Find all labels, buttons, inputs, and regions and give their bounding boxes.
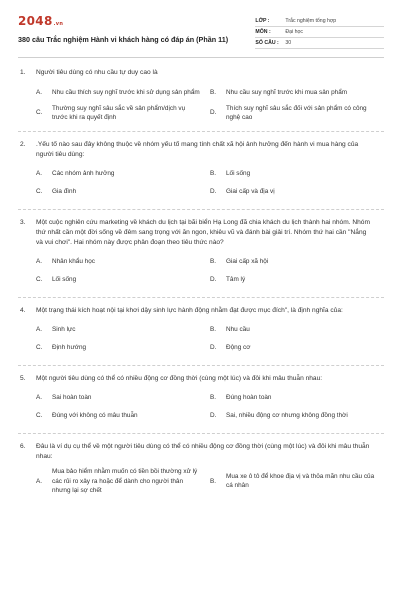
meta-row-count bbox=[255, 38, 384, 49]
option-text: Các nhóm ảnh hưởng bbox=[52, 170, 115, 178]
option-c[interactable] bbox=[36, 103, 210, 123]
question-6 bbox=[18, 442, 384, 504]
meta-row-subject bbox=[255, 27, 384, 38]
question-number: 4. bbox=[20, 307, 26, 314]
option-text: Định hướng bbox=[52, 344, 87, 352]
option-a[interactable] bbox=[36, 165, 210, 183]
question-number: 3. bbox=[20, 219, 26, 226]
option-letter: A. bbox=[36, 326, 43, 334]
option-text: Đúng hoàn toàn bbox=[226, 394, 272, 402]
document-header bbox=[18, 14, 384, 49]
option-text: Động cơ bbox=[226, 344, 251, 352]
option-letter: A. bbox=[36, 89, 43, 97]
option-letter: A. bbox=[36, 258, 43, 266]
option-b[interactable] bbox=[210, 253, 384, 271]
meta-label: SỐ CÂU : bbox=[255, 40, 279, 46]
option-text: Nhu cầu suy nghĩ trước khi mua sản phẩm bbox=[226, 89, 348, 97]
option-d[interactable] bbox=[210, 103, 384, 123]
option-text: Sai, nhiều động cơ nhưng không đồng thời bbox=[226, 412, 348, 420]
option-letter: C. bbox=[36, 109, 43, 117]
option-a[interactable] bbox=[36, 389, 210, 407]
option-b[interactable] bbox=[210, 467, 384, 496]
question-number: 2. bbox=[20, 141, 26, 148]
question-2 bbox=[18, 140, 384, 210]
option-letter: C. bbox=[36, 188, 43, 196]
option-b[interactable] bbox=[210, 389, 384, 407]
option-a[interactable] bbox=[36, 253, 210, 271]
option-b[interactable] bbox=[210, 321, 384, 339]
question-1 bbox=[18, 68, 384, 132]
question-list bbox=[18, 68, 384, 504]
option-text: Thường suy nghĩ sâu sắc về sản phẩm/dịch vụ trước khi ra quyết định bbox=[52, 104, 186, 121]
option-list bbox=[36, 83, 384, 123]
question-text: Một cuộc nghiên cứu marketing về khách du lịch tại bãi biển Hạ Long đã chia khách du lịch thành hai nhóm. Nhóm thứ nhất cần một đời sống về đêm sang trọng với ăn ngon, khiêu vũ và đánh bài giải trí. Nhóm thứ hai cần "Nắng và vui chơi". Hai nhóm này được phân đoạn theo tiêu thức nào? bbox=[36, 219, 370, 246]
question-text: Đâu là ví dụ cụ thể về một người tiêu dùng có thể có nhiều động cơ đồng thời (cùng một lúc) và đôi khi mâu thuẫn nhau: bbox=[36, 443, 370, 460]
question-number: 1. bbox=[20, 69, 26, 76]
option-text: Gia đình bbox=[52, 188, 77, 196]
question-4 bbox=[18, 306, 384, 366]
option-b[interactable] bbox=[210, 165, 384, 183]
meta-value: Trắc nghiệm tổng hợp bbox=[285, 18, 337, 24]
option-list bbox=[36, 253, 384, 289]
option-a[interactable] bbox=[36, 83, 210, 103]
option-letter: B. bbox=[210, 326, 217, 334]
question-text: Một trạng thái kích hoạt nội tại khơi dậy sinh lực hành động nhằm đạt được mục đích", là định nghĩa của: bbox=[36, 307, 343, 314]
option-list bbox=[36, 165, 384, 201]
option-letter: D. bbox=[210, 109, 217, 117]
brand-column bbox=[18, 14, 255, 45]
document-title: 380 câu Trắc nghiệm Hành vi khách hàng có đáp án (Phần 11) bbox=[18, 35, 229, 44]
header-divider bbox=[18, 57, 384, 58]
option-letter: C. bbox=[36, 412, 43, 420]
option-d[interactable] bbox=[210, 183, 384, 201]
option-c[interactable] bbox=[36, 183, 210, 201]
question-number: 5. bbox=[20, 375, 26, 382]
option-text: Nhân khẩu học bbox=[52, 258, 95, 266]
question-text: .Yếu tố nào sau đây không thuộc về nhóm yếu tố mang tính chất xã hội ảnh hưởng đến hành vi mua hàng của người tiêu dùng: bbox=[36, 141, 359, 158]
option-letter: A. bbox=[36, 394, 43, 402]
question-number: 6. bbox=[20, 443, 26, 450]
question-5 bbox=[18, 374, 384, 434]
option-letter: B. bbox=[210, 170, 217, 178]
logo-tld: .vn bbox=[53, 21, 64, 27]
option-d[interactable] bbox=[210, 339, 384, 357]
question-text: Một người tiêu dùng có thể có nhiều động cơ đồng thời (cùng một lúc) và đôi khi mâu thuẫn nhau: bbox=[36, 375, 323, 382]
option-d[interactable] bbox=[210, 407, 384, 425]
option-text: Sinh lực bbox=[52, 326, 76, 334]
meta-label: LỚP : bbox=[255, 18, 270, 24]
meta-value: Đại học bbox=[285, 29, 303, 35]
option-letter: B. bbox=[210, 477, 217, 485]
option-letter: A. bbox=[36, 170, 43, 178]
option-text: Giai cấp xã hội bbox=[226, 258, 269, 266]
option-text: Sai hoàn toàn bbox=[52, 394, 92, 402]
option-text: Lối sống bbox=[226, 170, 251, 178]
option-letter: D. bbox=[210, 188, 217, 196]
option-text: Giai cấp và địa vị bbox=[226, 188, 275, 196]
option-a[interactable] bbox=[36, 467, 210, 496]
site-logo[interactable] bbox=[18, 14, 255, 31]
option-b[interactable] bbox=[210, 83, 384, 103]
option-text: Tâm lý bbox=[226, 276, 246, 284]
document-meta bbox=[255, 16, 384, 49]
logo-name: 2048 bbox=[18, 14, 53, 28]
option-list bbox=[36, 389, 384, 425]
option-c[interactable] bbox=[36, 407, 210, 425]
option-list bbox=[36, 321, 384, 357]
option-list bbox=[36, 467, 384, 496]
option-text: Nhu cầu thích suy nghĩ trước khi sử dụng sản phẩm bbox=[52, 89, 200, 97]
meta-value: 30 bbox=[285, 40, 292, 46]
option-text: Đúng với không có mâu thuẫn bbox=[52, 412, 138, 420]
option-text: Lối sống bbox=[52, 276, 77, 284]
option-letter: D. bbox=[210, 276, 217, 284]
question-3 bbox=[18, 218, 384, 298]
option-d[interactable] bbox=[210, 271, 384, 289]
option-c[interactable] bbox=[36, 271, 210, 289]
option-letter: C. bbox=[36, 344, 43, 352]
meta-row-class bbox=[255, 16, 384, 27]
option-letter: D. bbox=[210, 412, 217, 420]
option-letter: B. bbox=[210, 89, 217, 97]
option-letter: B. bbox=[210, 394, 217, 402]
option-text: Thích suy nghĩ sâu sắc đối với sản phẩm có công nghệ cao bbox=[226, 104, 367, 121]
option-letter: D. bbox=[210, 344, 217, 352]
option-letter: B. bbox=[210, 258, 217, 266]
option-text: Nhu cầu bbox=[226, 326, 250, 334]
option-letter: A. bbox=[36, 477, 43, 485]
option-text: Mua bảo hiểm nhằm muốn có tiền bồi thường xử lý các rủi ro xảy ra hoặc để dành cho người thân nhưng lại sợ chết bbox=[52, 468, 198, 494]
option-a[interactable] bbox=[36, 321, 210, 339]
meta-label: MÔN : bbox=[255, 29, 271, 35]
option-c[interactable] bbox=[36, 339, 210, 357]
option-text: Mua xe ô tô để khoe địa vị và thỏa mãn nhu cầu của cá nhân bbox=[226, 472, 375, 490]
question-text: Người tiêu dùng có nhu cầu tự duy cao là bbox=[36, 69, 158, 76]
option-letter: C. bbox=[36, 276, 43, 284]
